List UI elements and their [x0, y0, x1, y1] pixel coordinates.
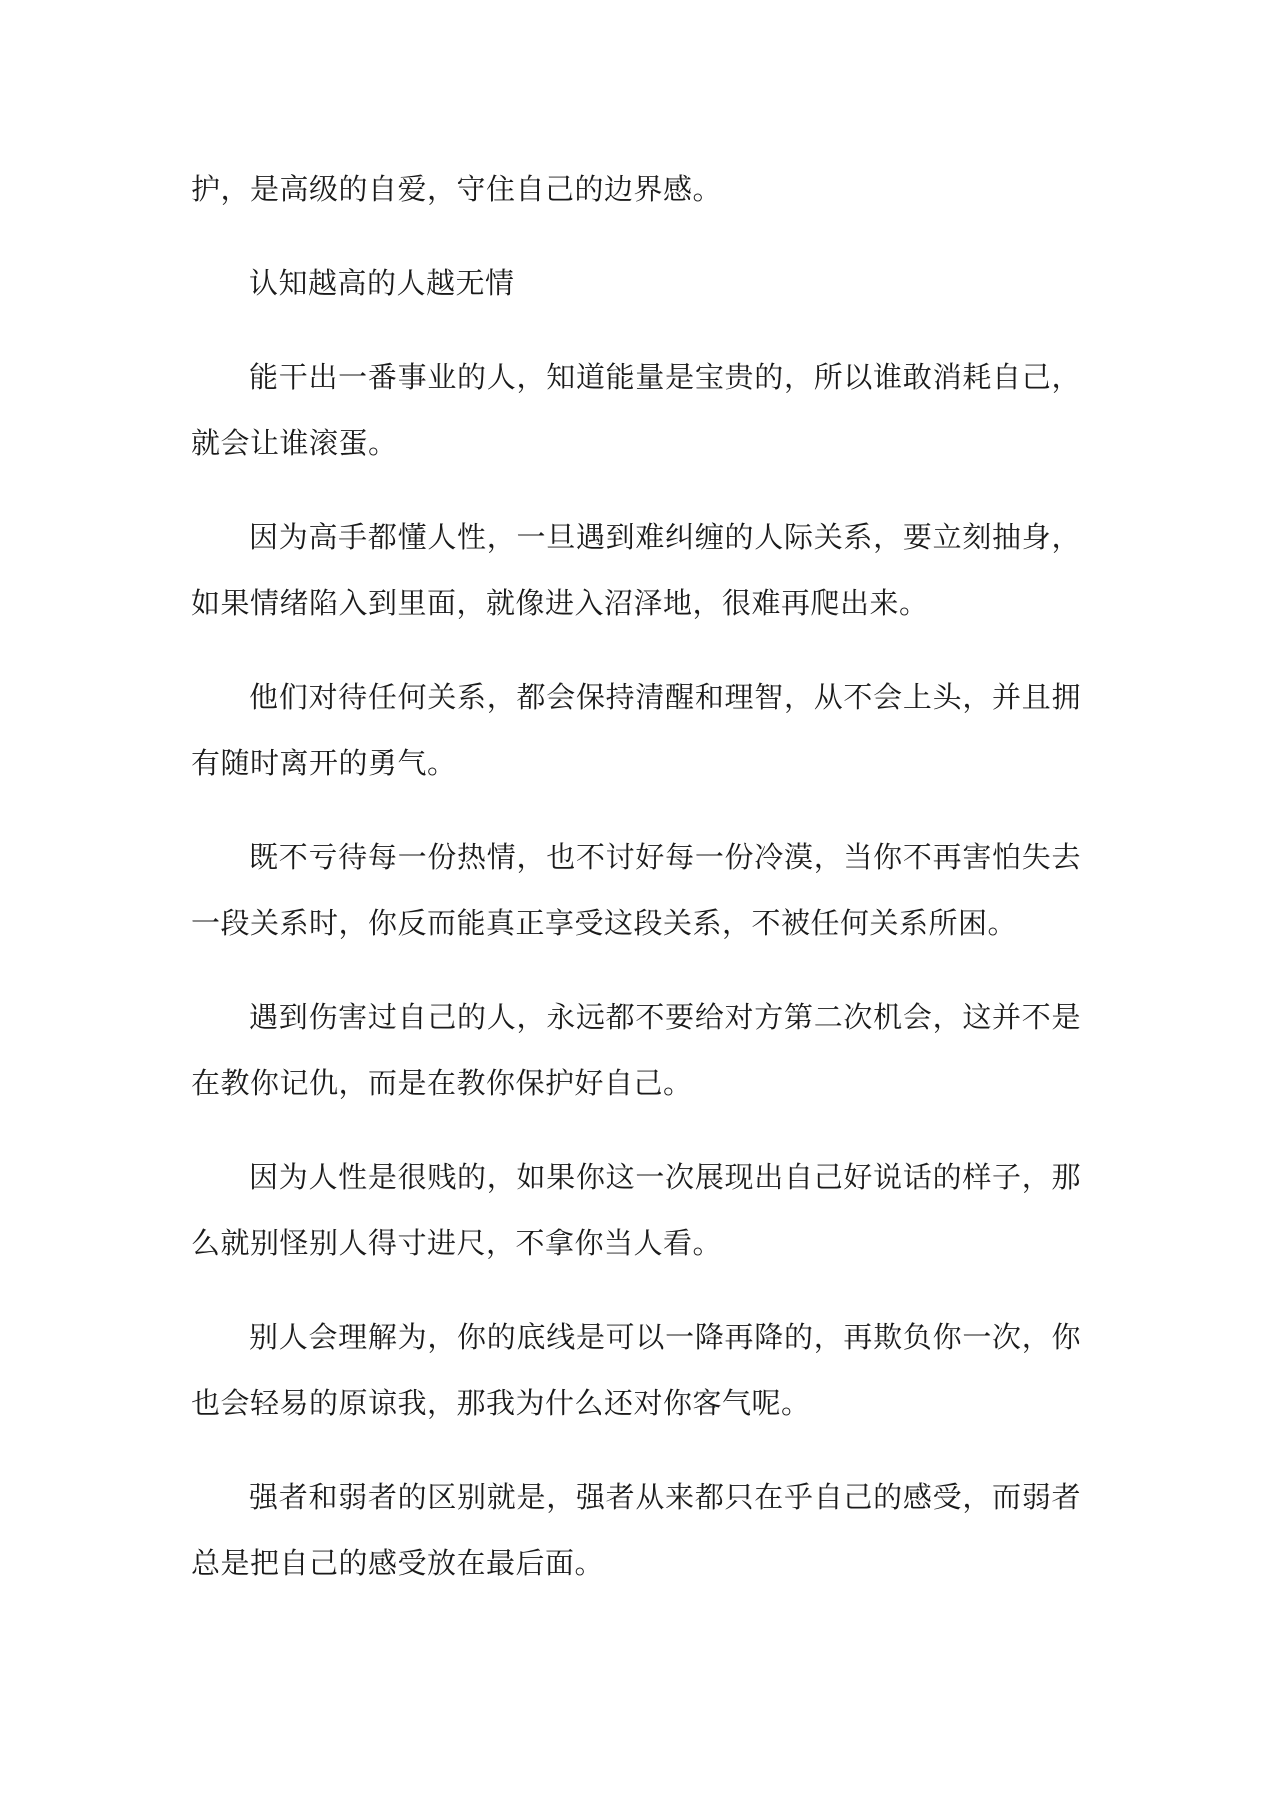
paragraph-continuation: 护，是高级的自爱，守住自己的边界感。: [191, 172, 723, 206]
paragraph: 因为人性是很贱的，如果你这一次展现出自己好说话的样子，那么就别怪别人得寸进尺，不拿你当人看。: [191, 1160, 1081, 1260]
paragraph: 强者和弱者的区别就是，强者从来都只在乎自己的感受，而弱者总是把自己的感受放在最后面。: [191, 1480, 1081, 1580]
paragraph: 因为高手都懂人性，一旦遇到难纠缠的人际关系，要立刻抽身，如果情绪陷入到里面，就像进入沼泽地，很难再爬出来。: [191, 520, 1081, 620]
paragraph: 别人会理解为，你的底线是可以一降再降的，再欺负你一次，你也会轻易的原谅我，那我为什么还对你客气呢。: [191, 1320, 1081, 1420]
section-heading: 认知越高的人越无情: [249, 266, 515, 300]
paragraph: 既不亏待每一份热情，也不讨好每一份冷漠，当你不再害怕失去一段关系时，你反而能真正享受这段关系，不被任何关系所困。: [191, 840, 1081, 940]
document-body: [191, 156, 1081, 1596]
paragraph: 能干出一番事业的人，知道能量是宝贵的，所以谁敢消耗自己，就会让谁滚蛋。: [191, 360, 1081, 460]
paragraph: 他们对待任何关系，都会保持清醒和理智，从不会上头，并且拥有随时离开的勇气。: [191, 680, 1081, 780]
paragraph: 遇到伤害过自己的人，永远都不要给对方第二次机会，这并不是在教你记仇，而是在教你保护好自己。: [191, 1000, 1081, 1100]
